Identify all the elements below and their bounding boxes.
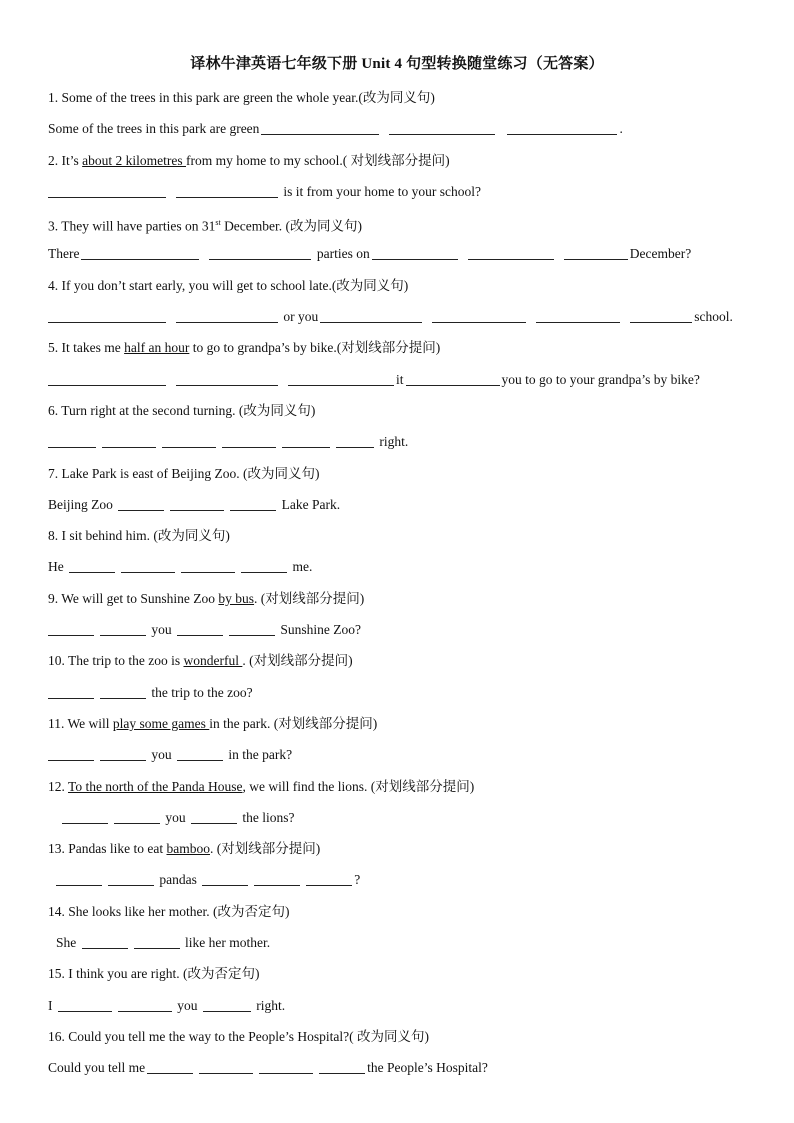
answer-blank[interactable] [199,1059,253,1074]
answer-line-10: the trip to the zoo? [48,677,768,708]
question-4: 4. If you don’t start early, you will get to school late.(改为同义句) [48,277,409,293]
answer-blank[interactable] [114,809,160,824]
answer-blank[interactable] [69,558,115,573]
answer-blank[interactable] [118,496,164,511]
answer-blank[interactable] [191,809,237,824]
answer-blank[interactable] [259,1059,313,1074]
question-14: 14. She looks like her mother. (改为否定句) [48,903,290,919]
answer-blank[interactable] [102,433,156,448]
answer-blank[interactable] [564,245,628,260]
answer-blank[interactable] [147,1059,193,1074]
answer-blank[interactable] [230,496,276,511]
answer-blank[interactable] [176,308,278,323]
answer-blank[interactable] [100,621,146,636]
answer-blank[interactable] [288,371,394,386]
answer-blank[interactable] [222,433,276,448]
answer-blank[interactable] [336,433,374,448]
answer-blank[interactable] [261,120,379,135]
answer-blank[interactable] [507,120,617,135]
answer-blank[interactable] [372,245,458,260]
answer-line-2: is it from your home to your school? [48,176,768,207]
answer-blank[interactable] [48,371,166,386]
question-6: 6. Turn right at the second turning. (改为同义句) [48,402,316,418]
question-11: 11. We will play some games in the park. (对划线部分提问) [48,715,378,731]
answer-blank[interactable] [48,183,166,198]
answer-blank[interactable] [320,308,422,323]
question-9: 9. We will get to Sunshine Zoo by bus. (对划线部分提问) [48,590,365,606]
answer-line-4: or you school. [48,301,768,332]
answer-blank[interactable] [100,746,146,761]
answer-line-8: He me. [48,559,313,575]
answer-blank[interactable] [48,746,94,761]
answer-line-3: There parties on December? [48,246,692,262]
answer-line-7: Beijing Zoo Lake Park. [48,496,341,512]
answer-line-15: I you right. [48,997,286,1013]
answer-line-6: right. [48,426,768,457]
answer-blank[interactable] [181,558,235,573]
answer-blank[interactable] [81,245,199,260]
answer-blank[interactable] [134,934,180,949]
answer-blank[interactable] [254,871,300,886]
answer-blank[interactable] [62,809,108,824]
answer-blank[interactable] [162,433,216,448]
answer-line-9: you Sunshine Zoo? [48,614,768,645]
answer-line-13: pandas ? [48,864,768,895]
question-10: 10. The trip to the zoo is wonderful . (对划线部分提问) [48,653,353,669]
question-3: 3. They will have parties on 31st December. (改为同义句) [48,218,363,234]
answer-blank[interactable] [389,120,495,135]
answer-blank[interactable] [48,308,166,323]
underlined-part: half an hour [124,340,190,356]
question-5: 5. It takes me half an hour to go to grandpa’s by bike.(对划线部分提问) [48,340,441,356]
underlined-part: about 2 kilometres [82,152,186,168]
answer-blank[interactable] [203,997,251,1012]
answer-blank[interactable] [306,871,352,886]
question-16: 16. Could you tell me the way to the People’s Hospital?( 改为同义句) [48,1028,429,1044]
page-title: 译林牛津英语七年级下册 Unit 4 句型转换随堂练习（无答案） [190,56,604,72]
answer-blank[interactable] [319,1059,365,1074]
answer-line-14: She like her mother. [56,935,271,951]
answer-blank[interactable] [100,684,146,699]
question-7: 7. Lake Park is east of Beijing Zoo. (改为同义句) [48,465,320,481]
answer-blank[interactable] [108,871,154,886]
answer-blank[interactable] [56,871,102,886]
question-8: 8. I sit behind him. (改为同义句) [48,528,230,544]
answer-blank[interactable] [202,871,248,886]
answer-blank[interactable] [282,433,330,448]
answer-blank[interactable] [58,997,112,1012]
answer-blank[interactable] [170,496,224,511]
answer-blank[interactable] [229,621,275,636]
answer-blank[interactable] [432,308,526,323]
answer-blank[interactable] [176,371,278,386]
answer-blank[interactable] [176,183,278,198]
question-1: 1. Some of the trees in this park are green the whole year.(改为同义句) [48,90,435,105]
answer-blank[interactable] [82,934,128,949]
answer-blank[interactable] [48,433,96,448]
answer-blank[interactable] [177,621,223,636]
answer-blank[interactable] [406,371,500,386]
answer-blank[interactable] [209,245,311,260]
answer-blank[interactable] [118,997,172,1012]
answer-line-5: it you to go to your grandpa’s by bike? [48,364,768,395]
answer-line-12: you the lions? [48,802,768,833]
answer-line-11: you in the park? [48,739,768,770]
answer-blank[interactable] [241,558,287,573]
underlined-part: play some games [112,715,210,731]
answer-blank[interactable] [121,558,175,573]
question-12: 12. To the north of the Panda House, we will find the lions. (对划线部分提问) [48,778,475,794]
answer-blank[interactable] [48,621,94,636]
answer-blank[interactable] [536,308,620,323]
underlined-part: wonderful [183,653,243,669]
answer-blank[interactable] [48,684,94,699]
underlined-part: bamboo [166,841,210,857]
answer-blank[interactable] [630,308,692,323]
underlined-part: To the north of the Panda House [68,778,243,794]
answer-blank[interactable] [177,746,223,761]
answer-line-16: Could you tell me the People’s Hospital? [48,1060,488,1076]
question-15: 15. I think you are right. (改为否定句) [48,966,260,982]
answer-blank[interactable] [468,245,554,260]
answer-line-1: Some of the trees in this park are green . [48,121,623,137]
exercise-list [48,82,768,1084]
question-13: 13. Pandas like to eat bamboo. (对划线部分提问) [48,841,321,857]
underlined-part: by bus [218,590,255,606]
question-2: 2. It’s about 2 kilometres from my home to my school.( 对划线部分提问) [48,152,450,168]
